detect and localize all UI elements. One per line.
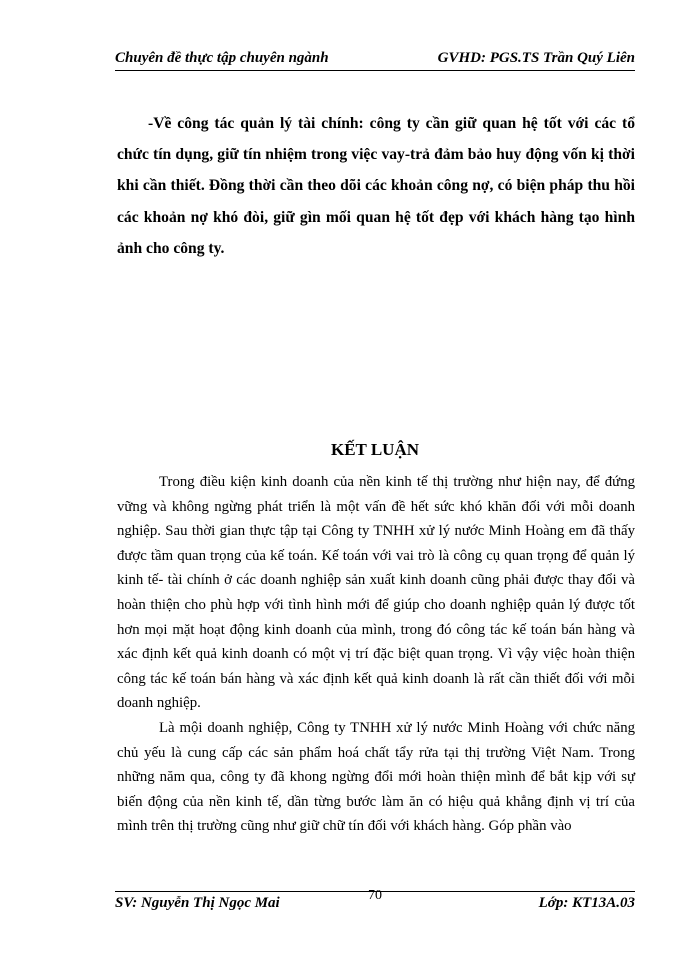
- page-header: [115, 48, 635, 71]
- page-number: 70: [368, 888, 382, 903]
- footer-student: SV: Nguyễn Thị Ngọc Mai: [115, 895, 280, 911]
- section-title-conclusion: KẾT LUẬN: [330, 440, 419, 459]
- footer-class: Lớp: KT13A.03: [538, 895, 635, 911]
- financial-management-paragraph: -Về công tác quản lý tài chính: công ty cần giữ quan hệ tốt với các tổ chức tín dụng, giữ tín nhiệm trong việc vay-trả đảm bảo huy động vốn kị thời khi cần thiết. Đồng thời cần theo dõi các khoản công nợ, có biện pháp thu hồi các khoản nợ khó đòi, giữ gìn mối quan hệ tốt đẹp với khách hàng tạo hình ảnh cho công ty.: [117, 115, 635, 257]
- page-footer: [115, 888, 635, 912]
- conclusion-paragraph-1: Trong điều kiện kinh doanh của nền kinh tế thị trường như hiện nay, để đứng vững và không ngừng phát triển là một vấn đề hết sức khó khăn đối với mỗi doanh nghiệp. Sau thời gian thực tập tại Công ty TNHH xử lý nước Minh Hoàng em đã thấy được tầm quan trọng của kế toán. Kế toán với vai trò là công cụ quan trọng để quản lý kinh tế- tài chính ở các doanh nghiệp sản xuất kinh doanh cũng phải được thay đổi và hoàn thiện cho phù hợp với tình hình mới để giúp cho doanh nghiệp quản lý được tốt hơn mọi mặt hoạt động kinh doanh của mình, trong đó công tác kế toán bán hàng và xác định kết quả kinh doanh có một vị trí đặc biệt quan trọng. Vì vậy việc hoàn thiện công tác kế toán bán hàng và xác định kết quả kinh doanh là rất cần thiết đối với mỗi doanh nghiệp.: [117, 474, 635, 712]
- conclusion-paragraph-2: Là mội doanh nghiệp, Công ty TNHH xử lý nước Minh Hoàng với chức năng chủ yếu là cung cấp các sản phẩm hoá chất tẩy rửa tại thị trường Việt Nam. Trong những năm qua, công ty đã khong ngừng đổi mới hoàn thiện mình để bắt kịp với sự biến động của nền kinh tế, dần từng bước làm ăn có hiệu quả khẳng định vị trí của mình trên thị trường cũng như giữ chữ tín đối với khách hàng. Góp phần vào: [117, 719, 635, 835]
- conclusion-body: [117, 470, 635, 839]
- header-subject: Chuyên đề thực tập chuyên ngành: [115, 50, 329, 66]
- header-supervisor: GVHD: PGS.TS Trần Quý Liên: [437, 50, 635, 66]
